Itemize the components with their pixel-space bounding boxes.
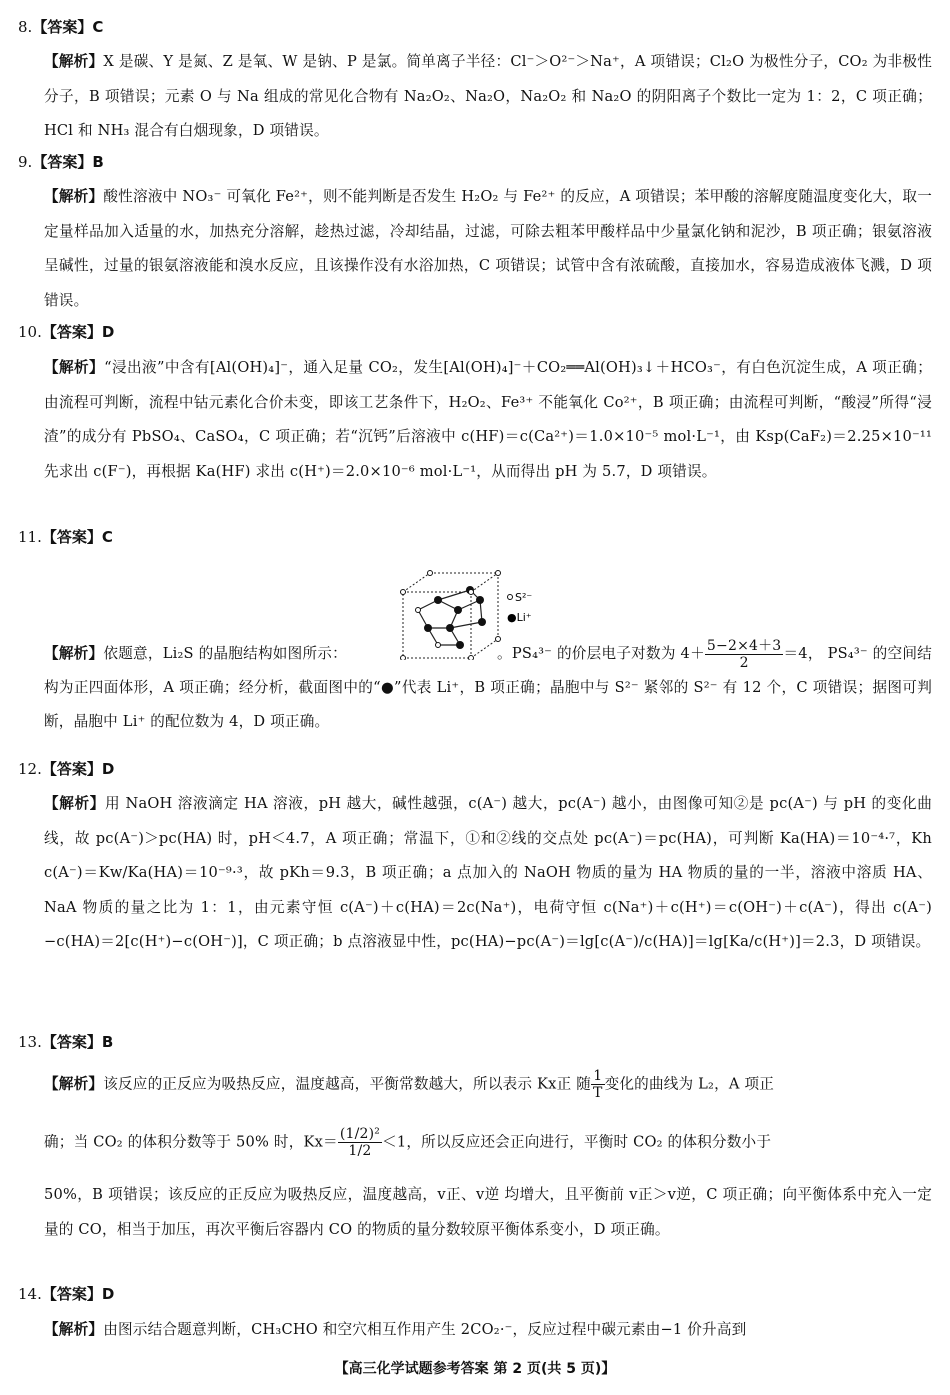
valence-pair-fraction [705,638,784,671]
analysis-text-part2: 。PS₄³⁻ 的价层电子对数为 4＋ [496,645,705,662]
analysis-text: “浸出液”中含有[Al(OH)₄]⁻，通入足量 CO₂，发生[Al(OH)₄]⁻＋CO₂══Al(OH)₃↓＋HCO₃⁻，有白色沉淀生成，A 项正确；由流程可判断，流程中钴元素化合价未变，即该工艺条件下，H₂O₂、Fe³⁺ 不能氧化 Co²⁺，B 项正确；由流程可判断，“酸浸”所得“浸渣”的成分有 PbSO₄、CaSO₄，C 项正确；若“沉钙”后溶液中 c(HF)＝c(Ca²⁺)＝1.0×10⁻⁵ mol·L⁻¹，由 Ksp(CaF₂)＝2.25×10⁻¹¹ 先求出 c(F⁻)，再根据 Ka(HF) 求出 c(H⁺)＝2.0×10⁻⁶ mol·L⁻¹，从而得出 pH 为 5.7，D 项错误。 [44,359,932,480]
analysis-text-part3: 确；当 CO₂ 的体积分数等于 50% 时，Kx＝ [44,1133,338,1151]
analysis-tag: 【解析】 [44,1321,104,1338]
question-number: 9. [18,153,33,171]
analysis-text: 酸性溶液中 NO₃⁻ 可氧化 Fe²⁺，则不能判断是否发生 H₂O₂ 与 Fe²⁺ 的反应，A 项错误；苯甲酸的溶解度随温度变化大，取一定量样品加入适量的水，加热充分溶解，趁热过滤，冷却结晶，过滤，可除去粗苯甲酸样品中少量氯化钠和泥沙，B 项正确；银氨溶液呈碱性，过量的银氨溶液能和溴水反应，且该操作没有水浴加热，C 项错误；试管中含有浓硫酸，直接加水，容易造成液体飞溅，D 项错误。 [44,188,932,309]
analysis-text-part1: 该反应的正反应为吸热反应，温度越高，平衡常数越大，所以表示 Kx正 随 [103,1075,592,1093]
kx-fraction [338,1126,382,1159]
fraction-numerator: 1 [591,1068,605,1085]
analysis-text-part3: ＝4， [783,645,823,662]
question-9-analysis [44,180,932,318]
answer-label: 【答案】D [41,760,115,778]
analysis-text-part4: PS₄³⁻ 的空间结构为正四面体形，A 项正确；经分析，截面图中的“●”代表 Li⁺，B 项正确；晶胞中与 S²⁻ 紧邻的 S²⁻ 有 12 个，C 项错误；据图可判断，晶胞中 Li⁺ 的配位数为 4，D 项正确。 [44,645,932,730]
question-14-analysis [44,1313,932,1348]
page-footer: 【高三化学试题参考答案 第 2 页(共 5 页)】 [334,1361,616,1377]
answer-label: 【答案】B [41,1033,114,1051]
question-13-analysis-line2 [44,1126,932,1159]
analysis-tag: 【解析】 [44,53,104,70]
answer-label: 【答案】C [32,18,104,36]
analysis-text-part1: 依题意，Li₂S 的晶胞结构如图所示： [103,645,347,662]
legend-li-label: ●Li⁺ [507,611,532,624]
inverse-temperature-fraction [591,1068,605,1101]
question-number: 14. [18,1285,42,1303]
question-11-analysis [44,637,932,739]
analysis-tag: 【解析】 [44,795,105,812]
question-number: 8. [18,18,33,36]
answer-label: 【答案】D [41,323,115,341]
fraction-denominator: 1/2 [348,1143,372,1159]
fraction-denominator: 2 [739,654,749,671]
fraction-numerator: (1/2)² [339,1126,381,1142]
question-13-analysis [44,1068,932,1101]
analysis-tag: 【解析】 [44,359,105,376]
question-12-analysis [44,787,932,960]
question-9-answer [18,153,104,172]
analysis-text: 由图示结合题意判断，CH₃CHO 和空穴相互作用产生 2CO₂·⁻，反应过程中碳元素由−1 价升高到 [103,1321,747,1338]
question-8-answer [18,18,103,37]
question-number: 13. [18,1033,42,1051]
analysis-text: 用 NaOH 溶液滴定 HA 溶液，pH 越大，碱性越强，c(A⁻) 越大，pc(A⁻) 越小，由图像可知②是 pc(A⁻) 与 pH 的变化曲线，故 pc(A⁻)＞pc(HA) 时，pH＜4.7，A 项正确；常温下，①和②线的交点处 pc(A⁻)＝pc(HA)，可判断 Ka(HA)＝10⁻⁴·⁷，Kh c(A⁻)＝Kw/Ka(HA)＝10⁻⁹·³，故 pKh＝9.3，B 项正确；a 点加入的 NaOH 物质的量为 HA 物质的量的一半，溶液中溶质 HA、NaA 物质的量之比为 1：1，由元素守恒 c(A⁻)＋c(HA)＝2c(Na⁺)，电荷守恒 c(Na⁺)＋c(H⁺)＝c(OH⁻)＋c(A⁻)，得出 c(A⁻)−c(HA)＝2[c(H⁺)−c(OH⁻)]，C 项正确；b 点溶液显中性，pc(HA)−pc(A⁻)＝lg[c(A⁻)/c(HA)]＝lg[Ka/c(H⁺)]＝2.3，D 项错误。 [44,795,932,951]
analysis-text: X 是碳、Y 是氮、Z 是氧、W 是钠、P 是氯。简单离子半径：Cl⁻＞O²⁻＞Na⁺，A 项错误；Cl₂O 为极性分子，CO₂ 为非极性分子，B 项错误；元素 O 与 Na 组成的常见化合物有 Na₂O₂、Na₂O，Na₂O₂ 和 Na₂O 的阴阳离子个数比一定为 1：2，C 项正确；HCl 和 NH₃ 混合有白烟现象，D 项错误。 [44,53,932,140]
analysis-text-part5: 50%，B 项错误；该反应的正反应为吸热反应，温度越高，v正、v逆 均增大，且平衡前 v正＞v逆，C 项正确；向平衡体系中充入一定量的 CO，相当于加压，再次平衡后容器内 CO 的物质的量分数较原平衡体系变小，D 项正确。 [44,1186,932,1238]
question-8-analysis [44,45,932,149]
analysis-tag: 【解析】 [44,645,104,662]
question-13-analysis-line3 [44,1178,932,1247]
question-number: 12. [18,760,42,778]
analysis-text-part2: 变化的曲线为 L₂，A 项正 [604,1075,775,1093]
question-10-answer [18,323,114,342]
analysis-text-part4: ＜1，所以反应还会正向进行，平衡时 CO₂ 的体积分数小于 [382,1133,772,1151]
question-14-answer [18,1285,114,1304]
answer-label: 【答案】D [41,1285,115,1303]
legend-s-label: S²⁻ [515,591,533,604]
question-10-analysis [44,351,932,489]
fraction-denominator: T [593,1085,603,1101]
fraction-numerator: 5−2×4＋3 [706,637,782,654]
question-number: 11. [18,528,42,546]
question-12-answer [18,760,114,779]
question-13-answer [18,1033,113,1052]
question-number: 10. [18,323,42,341]
analysis-tag: 【解析】 [44,188,104,205]
answer-label: 【答案】B [32,153,104,171]
answer-label: 【答案】C [41,528,113,546]
analysis-tag: 【解析】 [44,1075,104,1093]
question-11-answer [18,528,113,547]
